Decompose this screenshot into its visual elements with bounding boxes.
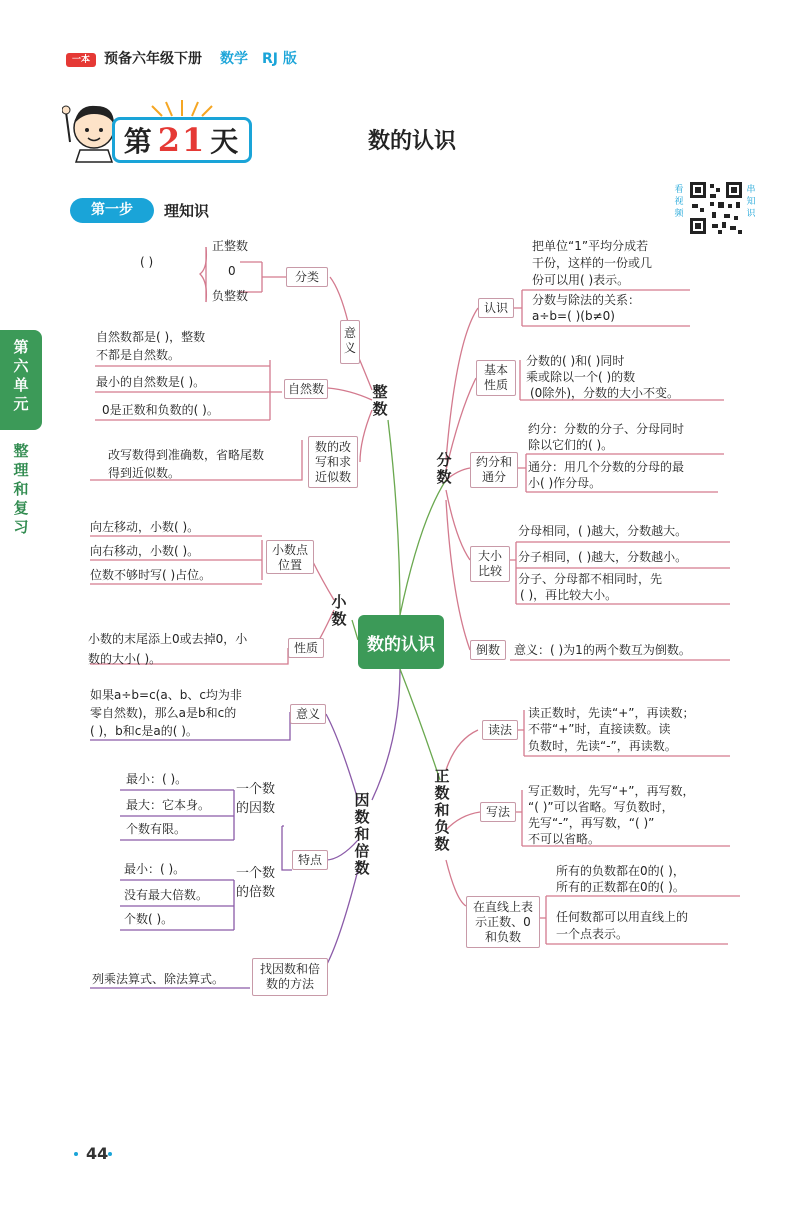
position-item: 向左移动，小数( )。: [90, 520, 200, 534]
integers-meaning-node: 意义: [340, 320, 360, 364]
reciprocal-node: 倒数: [470, 640, 506, 660]
factor-item: 个数有限。: [126, 822, 187, 836]
line-item: 一个点表示。: [556, 927, 629, 941]
qr-caption-right: 串知识: [746, 185, 756, 219]
reduce-item: 小( )作分母。: [528, 476, 602, 490]
compare-item: 分母相同，( )越大，分数越大。: [518, 524, 688, 538]
reduce-common-node: 约分和通分: [470, 452, 518, 488]
page-number: 44: [86, 1144, 109, 1163]
write-text: 不可以省略。: [528, 832, 601, 846]
natural-item: 0是正数和负数的( )。: [102, 403, 219, 417]
read-text: 负数时，先读“-”，再读数。: [528, 739, 677, 753]
reduce-item: 通分：用几个分数的分母的最: [528, 460, 685, 474]
factor-item: 最小：( )。: [126, 772, 188, 786]
factors-meaning-text: ( )，b和c是a的( )。: [90, 724, 198, 738]
recognize-node: 认识: [478, 298, 514, 318]
factor-item: 最大：它本身。: [126, 798, 211, 812]
decimal-property-node: 性质: [288, 638, 324, 658]
signed-branch-label: 正数和负数: [434, 767, 450, 853]
natural-number-node: 自然数: [284, 379, 328, 399]
fraction-property-text: (0除外)，分数的大小不变。: [530, 386, 679, 400]
natural-item: 不都是自然数。: [96, 348, 181, 362]
section-tab-label: 整理和复习: [13, 442, 29, 536]
factors-meaning-text: 如果a÷b=c(a、b、c均为非: [90, 688, 242, 702]
reduce-item: 约分：分数的分子、分母同时: [528, 422, 685, 436]
number-line-node: 在直线上表示正数、0和负数: [466, 896, 540, 948]
class-item-zero: 0: [228, 264, 236, 278]
reduce-item: 除以它们的( )。: [528, 438, 614, 452]
recognize-item: 干份，这样的一份或几: [532, 256, 653, 270]
step-badge: 第一步: [70, 198, 154, 223]
factors-meaning-text: 零自然数)，那么a是b和c的: [90, 706, 237, 720]
class-item-positive: 正整数: [212, 239, 249, 253]
fraction-property-text: 乘或除以一个( )的数: [526, 370, 636, 384]
factors-branch-label: 因数和倍数: [354, 791, 370, 877]
natural-item: 自然数都是( )，整数: [96, 330, 206, 344]
step-title: 理知识: [164, 202, 210, 220]
line-item: 所有的负数都在0的( )，: [556, 864, 685, 878]
line-item: 任何数都可以用直线上的: [556, 910, 689, 924]
recognize-item: 把单位“1”平均分成若: [532, 239, 649, 253]
read-node: 读法: [482, 720, 518, 740]
recognize-item: 份可以用( )表示。: [532, 273, 630, 287]
decimal-property-text: 小数的末尾添上0或去掉0，小: [88, 632, 248, 646]
edition-label: RJ 版: [262, 51, 297, 67]
read-text: 不带“+”时，直接读数。读: [528, 722, 671, 736]
book-title: 预备六年级下册: [104, 51, 202, 67]
rewrite-text: 得到近似数。: [108, 466, 181, 480]
reciprocal-text: 意义：( )为1的两个数互为倒数。: [514, 643, 691, 657]
class-item-negative: 负整数: [212, 289, 249, 303]
decimals-branch-label: 小数: [331, 593, 347, 628]
method-text: 列乘法算式、除法算式。: [92, 972, 225, 986]
page-title: 数的认识: [368, 129, 457, 154]
link-center-fractions: [400, 480, 446, 615]
write-node: 写法: [480, 802, 516, 822]
page-dot-icon: [74, 1152, 78, 1156]
subject-label: 数学: [220, 51, 248, 67]
basic-property-node: 基本性质: [476, 360, 516, 396]
compare-node: 大小比较: [470, 546, 510, 582]
multiple-item: 最小：( )。: [124, 862, 186, 876]
compare-item: 分子、分母都不相同时，先: [518, 572, 663, 586]
method-node: 找因数和倍数的方法: [252, 958, 328, 996]
compare-item: ( )，再比较大小。: [520, 588, 618, 602]
multiple-node: 一个数的倍数: [236, 866, 276, 900]
fraction-property-text: 分数的( )和( )同时: [526, 354, 625, 368]
rewrite-node: 数的改写和求近似数: [308, 436, 358, 488]
write-text: 写正数时，先写“+”，再写数，: [528, 784, 695, 798]
day-prefix: 第: [123, 125, 154, 158]
read-text: 读正数时，先读“+”，再读数；: [528, 706, 695, 720]
link-center-factors: [372, 669, 400, 800]
line-item: 所有的正数都在0的( )。: [556, 880, 685, 894]
factor-node: 一个数的因数: [236, 782, 276, 816]
decimal-property-text: 数的大小( )。: [88, 652, 162, 666]
position-item: 向右移动，小数( )。: [90, 544, 200, 558]
write-text: 先写“-”，再写数，“( )”: [528, 816, 655, 830]
factors-meaning-node: 意义: [290, 704, 326, 724]
day-suffix: 天: [210, 125, 241, 158]
rewrite-text: 改写数得到准确数，省略尾数: [108, 448, 265, 462]
integers-blank: ( ): [140, 255, 154, 269]
recognize-item: a÷b=( )(b≠0): [532, 309, 615, 323]
recognize-item: 分数与除法的关系：: [532, 293, 641, 307]
unit-tab-label: 第六单元: [13, 338, 29, 413]
features-node: 特点: [292, 850, 328, 870]
fractions-branch-label: 分数: [436, 451, 452, 486]
publisher-badge: 一本: [66, 53, 96, 67]
position-item: 位数不够时写( )占位。: [90, 568, 212, 582]
day-number: 21: [157, 121, 207, 159]
qr-caption-left: 看视频: [674, 185, 684, 219]
natural-item: 最小的自然数是( )。: [96, 375, 206, 389]
write-text: “( )”可以省略。写负数时，: [528, 800, 674, 814]
center-node: 数的认识: [358, 615, 444, 669]
multiple-item: 个数( )。: [124, 912, 174, 926]
integers-classify-node: 分类: [286, 267, 328, 287]
integers-branch-label: 整数: [372, 383, 388, 418]
decimal-point-node: 小数点位置: [266, 540, 314, 574]
multiple-item: 没有最大倍数。: [124, 888, 209, 902]
link-center-integers: [388, 420, 400, 615]
page-dot-icon: [108, 1152, 112, 1156]
link-center-signed: [400, 669, 440, 780]
compare-item: 分子相同，( )越大，分数越小。: [518, 550, 688, 564]
